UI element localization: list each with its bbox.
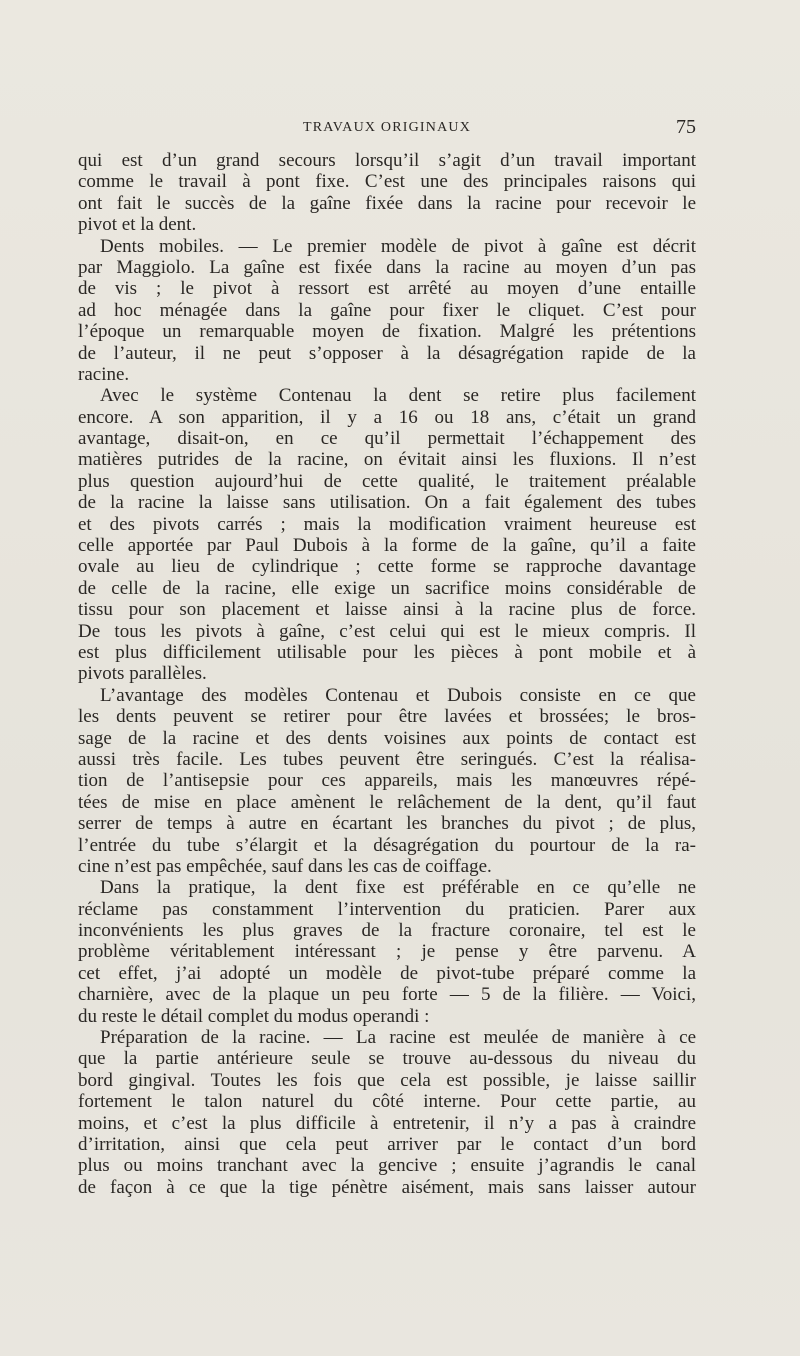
text-line: de la racine la laisse sans utilisation. On a fait également des tubes [78,492,696,514]
page-header [78,116,696,140]
text-line: ont fait le succès de la gaîne fixée dans la racine pour recevoir le [78,192,696,214]
running-title: TRAVAUX ORIGINAUX [302,120,472,135]
text-line: problème véritablement intéressant ; je pense y être parvenu. A [78,941,696,963]
text-line: qui est d’un grand secours lorsqu’il s’agit d’un travail important [78,150,696,171]
text-line: de celle de la racine, elle exige un sacrifice moins considérable de [78,577,696,599]
text-line: pivot et la dent. [78,214,197,236]
text-line: bord gingival. Toutes les fois que cela est possible, je laisse saillir [78,1069,696,1091]
text-line: tées de mise en place amènent le relâchement de la dent, qu’il faut [78,791,696,813]
text-line: ad hoc ménagée dans la gaîne pour fixer le cliquet. C’est pour [78,299,696,321]
text-line: Avec le système Contenau la dent se retire plus facilement [100,385,696,407]
text-line: Dans la pratique, la dent fixe est préférable en ce qu’elle ne [100,877,696,899]
text-line: comme le travail à pont fixe. C’est une des principales raisons qui [78,171,696,193]
text-line: L’avantage des modèles Contenau et Dubois consiste en ce que [100,684,696,706]
text-line: de vis ; le pivot à ressort est arrêté au moyen d’une entaille [78,278,696,300]
text-line: par Maggiolo. La gaîne est fixée dans la racine au moyen d’un pas [78,256,696,278]
text-line: aussi très facile. Les tubes peuvent être seringués. C’est la réalisa- [78,748,696,770]
text-line: Dents mobiles. — Le premier modèle de pivot à gaîne est décrit [100,235,696,257]
text-line: les dents peuvent se retirer pour être lavées et brossées; le bros- [78,706,696,728]
text-line: de l’auteur, il ne peut s’opposer à la désagrégation rapide de la [78,342,696,364]
text-line: moins, et c’est la plus difficile à entretenir, il n’y a pas à craindre [78,1112,696,1134]
text-line: est plus difficilement utilisable pour les pièces à pont mobile et à [78,641,696,663]
text-line: plus question aujourd’hui de cette qualité, le traitement préalable [78,470,696,492]
text-line: inconvénients les plus graves de la fracture coronaire, tel est le [78,920,696,942]
text-line: matières putrides de la racine, on évitait ainsi les fluxions. Il n’est [78,449,696,471]
text-line: cine n’est pas empêchée, sauf dans les cas de coiffage. [78,855,492,877]
text-line: l’entrée du tube s’élargit et la désagrégation du pourtour de la ra- [78,834,696,856]
text-line: de façon à ce que la tige pénètre aisément, mais sans laisser autour [78,1176,696,1198]
text-line: fortement le talon naturel du côté interne. Pour cette partie, au [78,1091,696,1113]
text-line: celle apportée par Paul Dubois à la forme de la gaîne, qu’il a faite [78,535,696,557]
text-line: plus ou moins tranchant avec la gencive ; ensuite j’agrandis le canal [78,1155,696,1177]
text-line: encore. A son apparition, il y a 16 ou 18 ans, c’était un grand [78,406,696,428]
text-line: charnière, avec de la plaque un peu forte — 5 de la filière. — Voici, [78,984,696,1006]
body-text [78,150,696,1198]
text-line: tissu pour son placement et laisse ainsi à la racine plus de force. [78,599,696,621]
text-line: du reste le détail complet du modus operandi : [78,1005,430,1027]
text-line: Préparation de la racine. — La racine est meulée de manière à ce [100,1027,696,1049]
text-line: pivots parallèles. [78,663,207,685]
text-line: avantage, disait-on, en ce qu’il permettait l’échappement des [78,428,696,450]
text-line: sage de la racine et des dents voisines aux points de contact est [78,727,696,749]
text-line: d’irritation, ainsi que cela peut arriver par le contact d’un bord [78,1133,696,1155]
text-line: cet effet, j’ai adopté un modèle de pivot-tube préparé comme la [78,962,696,984]
text-line: serrer de temps à autre en écartant les branches du pivot ; de plus, [78,813,696,835]
text-line: De tous les pivots à gaîne, c’est celui qui est le mieux compris. Il [78,620,696,642]
text-line: ovale au lieu de cylindrique ; cette forme se rapproche davantage [78,556,696,578]
text-line: réclame pas constamment l’intervention du praticien. Parer aux [78,898,696,920]
text-line: et des pivots carrés ; mais la modification vraiment heureuse est [78,513,696,535]
text-line: tion de l’antisepsie pour ces appareils, mais les manœuvres répé- [78,770,696,792]
text-line: racine. [78,363,130,385]
text-line: l’époque un remarquable moyen de fixation. Malgré les prétentions [78,321,696,343]
page-number: 75 [676,116,696,138]
text-line: que la partie antérieure seule se trouve au-dessous du niveau du [78,1048,696,1070]
